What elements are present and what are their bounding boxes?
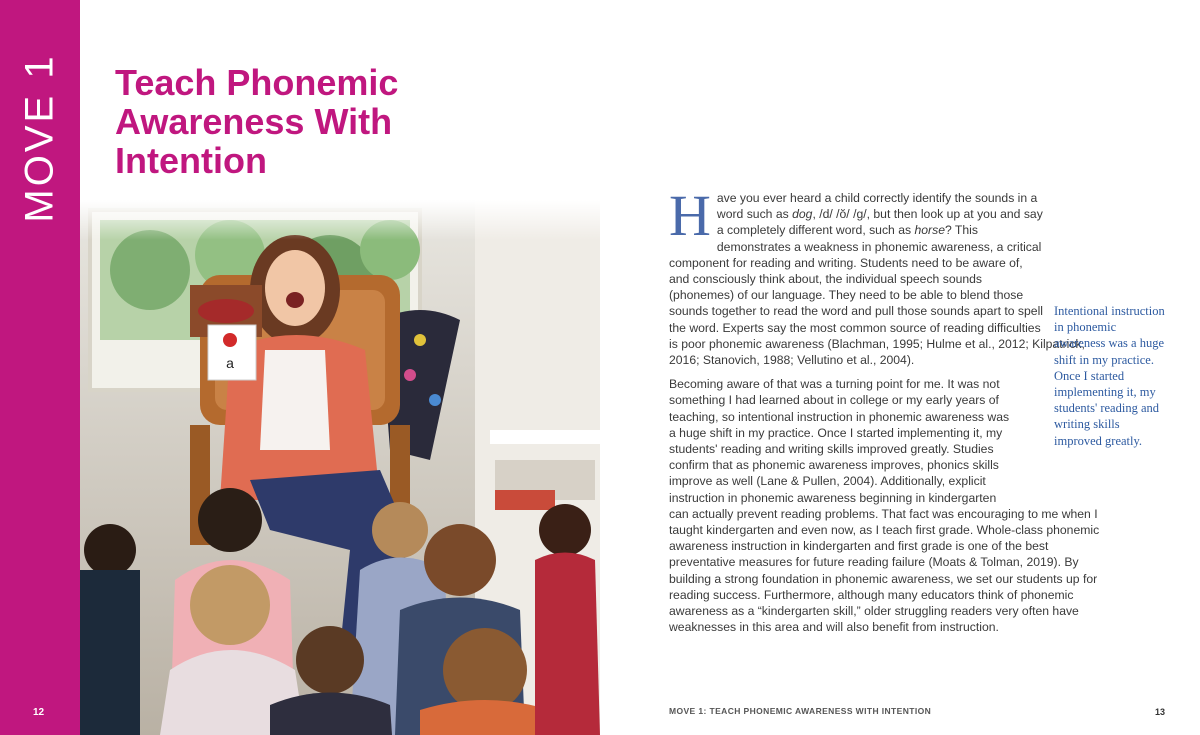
page-number-left: 12	[33, 707, 45, 718]
paragraph-intro-part-3: ? This demonstrates a weakness in phonemic awareness, a critical component for reading and writing. Students need to be aware of, and consciously think about, the individual speech sounds (phonemes) of our language. They need to be able to blend those sounds together to read the word and pull those sounds apart to spell the word. Experts say the most common source of reading difficulties is poor phonemic awareness (Blachman, 1995; Hulme et al., 2012; Kilpatrick, 2016; Stanovich, 1988; Vellutino et al., 2004).	[669, 223, 1085, 368]
paragraph-turning-point: Becoming aware of that was a turning point for me. It was not something I had learned about in college or my early years of teaching, so intentional instruction in phonemic awareness was a huge shift in my practice. Once I started implementing it, my students' reading and writing skills improved greatly. Studies confirm that as phonemic awareness improves, phonics skills improve as well (Lane & Pullen, 2004). Additionally, explicit instruction in phonemic awareness beginning in kindergarten can actually prevent reading problems. That fact was encouraging to me when I taught kindergarten and even now, as I teach first grade. Whole-class phonemic awareness instruction in kindergarten and first grade is one of the best preventative measures for future reading failure (Moats & Tolman, 2019). By building a strong foundation in phonemic awareness, we set our students up for reading success. Furthermore, although many educators think of phonemic awareness as a “kindergarten skill,” older struggling readers very often have weaknesses in this area and will also benefit from instruction.	[669, 377, 1100, 635]
chapter-sidebar	[0, 0, 80, 735]
running-footer: MOVE 1: TEACH PHONEMIC AWARENESS WITH INTENTION	[669, 706, 932, 716]
paragraph-intro-part-2: , /d/ /ŏ/ /g/, but then look up at you and say a completely different word, such as	[716, 207, 1043, 238]
example-word-dog: dog	[792, 207, 813, 222]
paragraph-intro-part-1: ave you ever heard a child correctly identify the sounds in a word such as	[716, 191, 1038, 222]
drop-cap: H	[669, 183, 711, 248]
pull-quote: Intentional instruction in phonemic awareness was a huge shift in my practice. Once I started implementing it, my students' reading and writing skills improved greatly.	[1054, 304, 1165, 448]
chapter-label: MOVE 1	[17, 53, 62, 223]
example-word-horse: horse	[914, 223, 945, 238]
article-body	[669, 183, 1101, 643]
paragraph-intro	[669, 183, 1101, 368]
flashcard-letter: a	[226, 355, 234, 371]
page-number-right: 13	[1155, 707, 1166, 717]
classroom-photo	[80, 200, 600, 735]
page-title: Teach Phonemic Awareness With Intention	[115, 62, 399, 181]
